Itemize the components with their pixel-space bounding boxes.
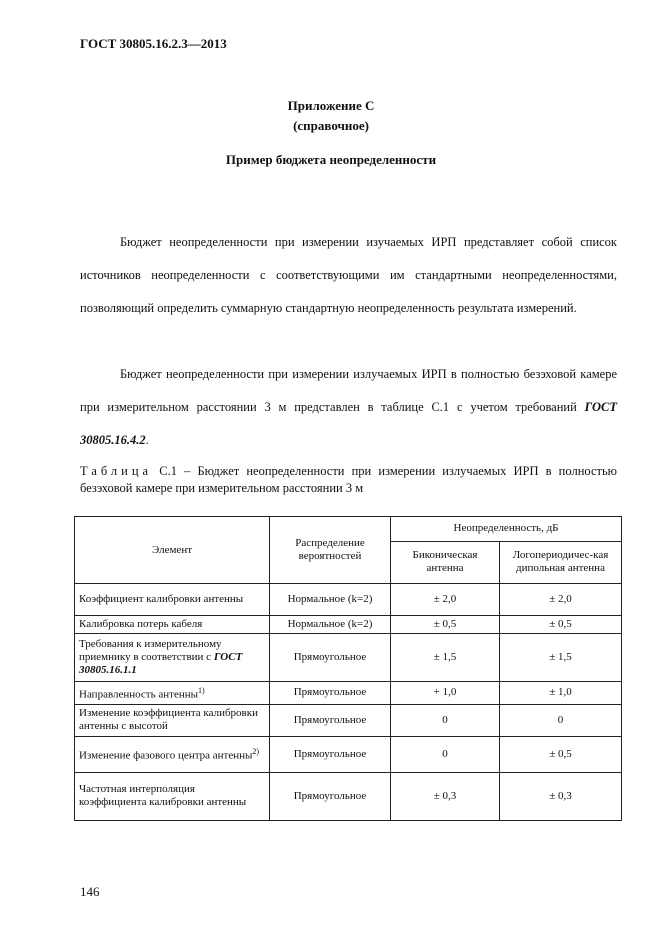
row-element — [75, 736, 270, 772]
table-caption-word: Таблица — [80, 464, 153, 478]
header-logperiodic: Логопериодичес-кая дипольная антенна — [500, 541, 622, 583]
table-row — [75, 616, 622, 634]
header-distribution: Распределение вероятностей — [270, 517, 391, 584]
row-element: Частотная интерполяция коэффициента калибровки антенны — [75, 772, 270, 820]
document-code-header: ГОСТ 30805.16.2.3—2013 — [80, 36, 227, 51]
row-element-standard-ref: ГОСТ 30805.16.1.1 — [79, 651, 243, 676]
row-logperiodic: ± 0,5 — [500, 616, 622, 634]
row-element: Калибровка потерь кабеля — [75, 616, 270, 634]
row-logperiodic: ± 0,5 — [500, 736, 622, 772]
row-distribution: Прямоугольное — [270, 634, 391, 682]
row-logperiodic: ± 2,0 — [500, 584, 622, 616]
row-logperiodic: 0 — [500, 704, 622, 736]
row-logperiodic: ± 1,0 — [500, 682, 622, 705]
row-distribution: Прямоугольное — [270, 772, 391, 820]
table-row — [75, 634, 622, 682]
appendix-subtitle: (справочное) — [293, 118, 369, 133]
row-logperiodic: ± 0,3 — [500, 772, 622, 820]
row-distribution: Прямоугольное — [270, 704, 391, 736]
header-element: Элемент — [75, 517, 270, 584]
table-row — [75, 584, 622, 616]
paragraph-1 — [80, 226, 617, 325]
row-distribution: Прямоугольное — [270, 682, 391, 705]
paragraph-1-text: Бюджет неопределенности при измерении изучаемых ИРП представляет собой список источников неопределенности с соответствующими им стандартными неопределенностями, позволяющий определить суммарную стандартную неопределенность результата измерений. — [80, 235, 617, 315]
row-element — [75, 682, 270, 705]
row-biconical: 0 — [391, 736, 500, 772]
row-biconical: ± 0,5 — [391, 616, 500, 634]
uncertainty-budget-table — [74, 516, 622, 821]
row-distribution: Прямоугольное — [270, 736, 391, 772]
appendix-title: Приложение С — [287, 98, 375, 113]
table-row — [75, 736, 622, 772]
table-caption — [80, 463, 617, 497]
row-element: Коэффициент калибровки антенны — [75, 584, 270, 616]
row-footnote-mark: 2) — [252, 747, 260, 757]
row-element-text: Изменение фазового центра антенны — [79, 749, 253, 762]
paragraph-2-standard-ref: ГОСТ 30805.16.4.2 — [80, 400, 617, 447]
table-row — [75, 704, 622, 736]
table-row — [75, 772, 622, 820]
row-element — [75, 634, 270, 682]
paragraph-2-text: Бюджет неопределенности при измерении излучаемых ИРП в полностью безэховой камере при измерительном расстоянии 3 м представлен в таблице С.1 с учетом требований — [80, 367, 617, 414]
appendix-heading: Пример бюджета неопределенности — [225, 152, 437, 167]
row-biconical: ± 1,5 — [391, 634, 500, 682]
paragraph-2-end: . — [145, 433, 149, 447]
table-row — [75, 682, 622, 705]
row-element-text: Требования к измерительному приемнику в соответствии с — [79, 638, 222, 663]
row-biconical: ± 0,3 — [391, 772, 500, 820]
header-biconical: Биконическая антенна — [391, 541, 500, 583]
row-element-text: Направленность антенны — [79, 688, 198, 701]
row-logperiodic: ± 1,5 — [500, 634, 622, 682]
row-biconical: ± 2,0 — [391, 584, 500, 616]
row-biconical: + 1,0 — [391, 682, 500, 705]
table-caption-text: С.1 – Бюджет неопределенности при измерении излучаемых ИРП в полностью безэховой камере при измерительном расстоянии 3 м — [80, 464, 617, 495]
row-element: Изменение коэффициента калибровки антенны с высотой — [75, 704, 270, 736]
paragraph-2 — [80, 358, 617, 457]
row-biconical: 0 — [391, 704, 500, 736]
page-number: 146 — [80, 884, 100, 899]
row-footnote-mark: 1) — [198, 686, 205, 695]
header-uncertainty: Неопределенность, дБ — [391, 517, 622, 542]
row-distribution: Нормальное (k=2) — [270, 616, 391, 634]
row-distribution: Нормальное (k=2) — [270, 584, 391, 616]
